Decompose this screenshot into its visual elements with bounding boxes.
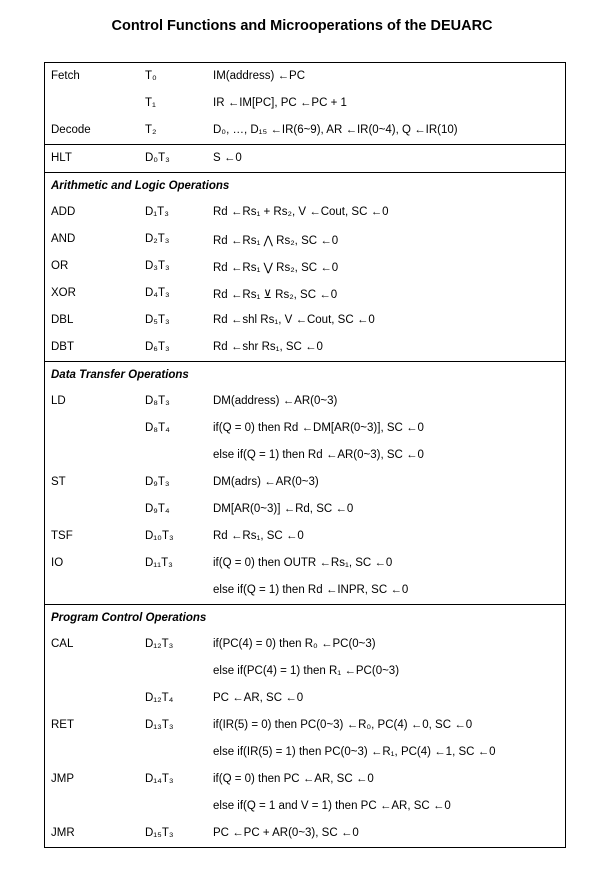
- table-row: [45, 117, 565, 144]
- instruction-name: LD: [51, 395, 66, 407]
- microoperation: if(Q = 0) then PC ←AR, SC ←0: [213, 773, 374, 785]
- table-row: [45, 145, 565, 172]
- microoperation: else if(Q = 1) then Rd ←AR(0~3), SC ←0: [213, 449, 424, 461]
- table-row: [45, 442, 565, 469]
- timing-signal: D₉T₃: [145, 476, 170, 488]
- microoperation: S ←0: [213, 152, 242, 164]
- section-header: [45, 362, 565, 388]
- instruction-name: IO: [51, 557, 64, 569]
- timing-signal: D₈T₄: [145, 422, 170, 434]
- instruction-name: Fetch: [51, 70, 80, 82]
- table-section: [45, 604, 565, 847]
- microoperation: IR ←IM[PC], PC ←PC + 1: [213, 97, 347, 109]
- instruction-name: DBT: [51, 341, 74, 353]
- timing-signal: D₀T₃: [145, 152, 170, 164]
- table-row: [45, 280, 565, 307]
- microoperation: else if(Q = 1) then Rd ←INPR, SC ←0: [213, 584, 409, 596]
- microoperation: Rd ←Rs₁, SC ←0: [213, 530, 304, 542]
- instruction-name: AND: [51, 233, 76, 245]
- table-row: [45, 550, 565, 577]
- instruction-name: ADD: [51, 206, 76, 218]
- table-row: [45, 766, 565, 793]
- table-row: [45, 415, 565, 442]
- section-header-label: Arithmetic and Logic Operations: [51, 180, 230, 192]
- timing-signal: D₆T₃: [145, 341, 170, 353]
- microoperation: PC ←PC + AR(0~3), SC ←0: [213, 827, 359, 839]
- microoperation: Rd ←Rs₁ ⋀ Rs₂, SC ←0: [213, 235, 339, 247]
- instruction-name: JMR: [51, 827, 75, 839]
- microoperation: IM(address) ←PC: [213, 70, 306, 82]
- microoperation: Rd ←Rs₁ ⊻ Rs₂, SC ←0: [213, 289, 338, 301]
- microoperation: if(PC(4) = 0) then R₀ ←PC(0~3): [213, 638, 376, 650]
- timing-signal: D₁₀T₃: [145, 530, 174, 542]
- page-title: Control Functions and Microoperations of the DEUARC: [111, 18, 493, 34]
- microoperation: D₀, …, D₁₅ ←IR(6~9), AR ←IR(0~4), Q ←IR(10): [213, 124, 458, 136]
- microoperation: PC ←AR, SC ←0: [213, 692, 304, 704]
- microoperation: if(Q = 0) then Rd ←DM[AR(0~3)], SC ←0: [213, 422, 424, 434]
- timing-signal: D₁₃T₃: [145, 719, 174, 731]
- section-header-label: Data Transfer Operations: [51, 369, 189, 381]
- instruction-name: RET: [51, 719, 74, 731]
- timing-signal: D₄T₃: [145, 287, 170, 299]
- table-row: [45, 793, 565, 820]
- instruction-name: HLT: [51, 152, 72, 164]
- table-section: [45, 63, 565, 144]
- microoperation: Rd ←Rs₁ ⋁ Rs₂, SC ←0: [213, 262, 339, 274]
- timing-signal: D₈T₃: [145, 395, 170, 407]
- instruction-name: DBL: [51, 314, 74, 326]
- timing-signal: T₂: [145, 124, 157, 136]
- microoperation: Rd ←shl Rs₁, V ←Cout, SC ←0: [213, 314, 375, 326]
- timing-signal: D₁₁T₃: [145, 557, 173, 569]
- microoperation: if(Q = 0) then OUTR ←Rs₁, SC ←0: [213, 557, 393, 569]
- instruction-name: Decode: [51, 124, 91, 136]
- table-row: [45, 496, 565, 523]
- microoperation: Rd ←shr Rs₁, SC ←0: [213, 341, 323, 353]
- microoperation: DM[AR(0~3)] ←Rd, SC ←0: [213, 503, 354, 515]
- section-header-label: Program Control Operations: [51, 612, 207, 624]
- table-row: [45, 712, 565, 739]
- table-row: [45, 523, 565, 550]
- table-row: [45, 199, 565, 226]
- timing-signal: D₉T₄: [145, 503, 170, 515]
- instruction-name: CAL: [51, 638, 74, 650]
- instruction-name: TSF: [51, 530, 73, 542]
- timing-signal: D₁₂T₄: [145, 692, 174, 704]
- table-row: [45, 90, 565, 117]
- timing-signal: D₁T₃: [145, 206, 169, 218]
- timing-signal: D₂T₃: [145, 233, 170, 245]
- timing-signal: D₁₅T₃: [145, 827, 174, 839]
- instruction-name: ST: [51, 476, 66, 488]
- table-row: [45, 253, 565, 280]
- timing-signal: D₃T₃: [145, 260, 170, 272]
- section-header: [45, 173, 565, 199]
- microoperation: DM(adrs) ←AR(0~3): [213, 476, 319, 488]
- instruction-name: XOR: [51, 287, 76, 299]
- table-row: [45, 577, 565, 604]
- timing-signal: D₅T₃: [145, 314, 170, 326]
- microoperation: else if(Q = 1 and V = 1) then PC ←AR, SC ←0: [213, 800, 451, 812]
- table-row: [45, 685, 565, 712]
- timing-signal: D₁₄T₃: [145, 773, 174, 785]
- table-row: [45, 469, 565, 496]
- table-section: [45, 172, 565, 361]
- table-row: [45, 63, 565, 90]
- timing-signal: D₁₂T₃: [145, 638, 174, 650]
- microoperation: if(IR(5) = 0) then PC(0~3) ←R₀, PC(4) ←0, SC ←0: [213, 719, 473, 731]
- instruction-name: OR: [51, 260, 69, 272]
- table-row: [45, 334, 565, 361]
- table-row: [45, 226, 565, 253]
- table-row: [45, 739, 565, 766]
- section-header: [45, 605, 565, 631]
- timing-signal: T₀: [145, 70, 157, 82]
- microoperation: else if(PC(4) = 1) then R₁ ←PC(0~3): [213, 665, 400, 677]
- table-section: [45, 361, 565, 604]
- table-row: [45, 631, 565, 658]
- table-row: [45, 388, 565, 415]
- table-section: [45, 144, 565, 172]
- microoperation: DM(address) ←AR(0~3): [213, 395, 338, 407]
- control-functions-table: [44, 62, 566, 848]
- microoperation: Rd ←Rs₁ + Rs₂, V ←Cout, SC ←0: [213, 206, 389, 218]
- microoperation: else if(IR(5) = 1) then PC(0~3) ←R₁, PC(4) ←1, SC ←0: [213, 746, 496, 758]
- table-row: [45, 307, 565, 334]
- timing-signal: T₁: [145, 97, 156, 109]
- table-row: [45, 820, 565, 847]
- table-row: [45, 658, 565, 685]
- instruction-name: JMP: [51, 773, 74, 785]
